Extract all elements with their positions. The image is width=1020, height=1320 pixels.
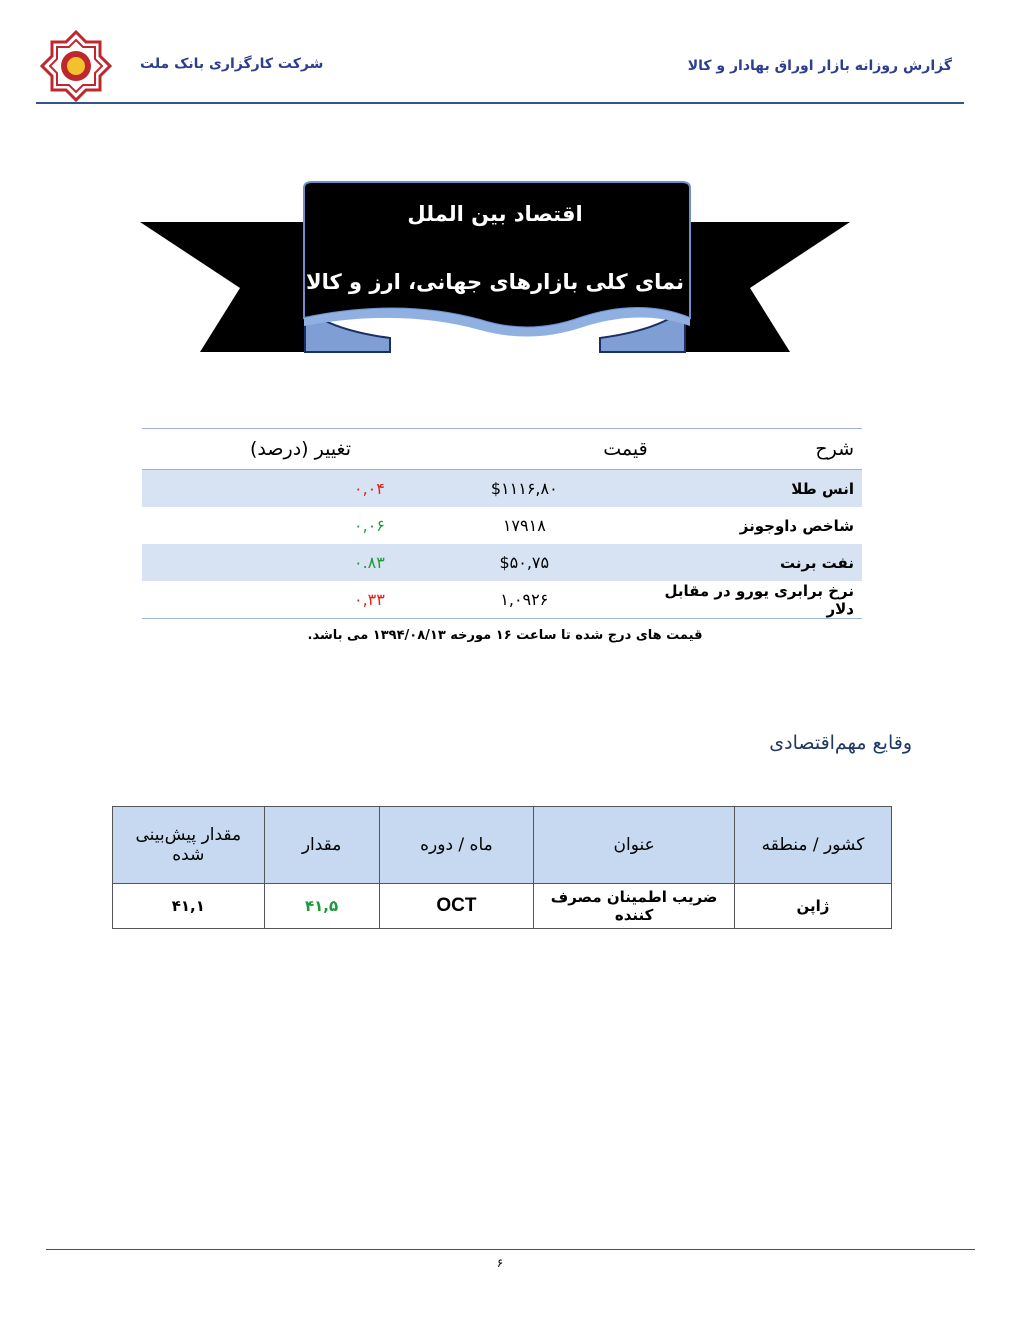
event-title: ضریب اطمینان مصرف کننده	[534, 884, 735, 929]
table-row	[142, 470, 862, 508]
col-header-title: عنوان	[534, 807, 735, 884]
row-change: ۰,۰۶	[354, 516, 385, 535]
table-header-row	[113, 807, 892, 884]
footer-divider	[46, 1249, 975, 1250]
row-price: ۱,۰۹۲۶	[393, 581, 656, 619]
table-row	[142, 544, 862, 581]
row-desc: نفت برنت	[656, 544, 862, 581]
row-change: ۰.۸۳	[142, 544, 393, 581]
col-header-price: قیمت	[393, 429, 656, 470]
economic-events-table	[112, 806, 892, 929]
col-header-country: کشور / منطقه	[734, 807, 891, 884]
table-row	[113, 884, 892, 929]
header-divider	[36, 102, 964, 104]
events-heading: وقایع مهم‌اقتصادی	[769, 732, 912, 754]
company-name: شرکت کارگزاری بانک ملت	[140, 56, 324, 72]
row-desc: انس طلا	[656, 470, 862, 508]
event-country: ژاپن	[734, 884, 891, 929]
table-row	[142, 581, 862, 619]
row-change: ۰,۰۴	[142, 470, 393, 508]
table-row	[142, 507, 862, 544]
col-header-desc: شرح	[656, 429, 862, 470]
col-header-value: مقدار	[264, 807, 379, 884]
row-change: ۰,۳۳	[142, 581, 393, 619]
banner-title: اقتصاد بین الملل	[407, 202, 583, 226]
col-header-change: تغییر (درصد)	[142, 429, 393, 470]
row-desc: نرخ برابری یورو در مقابل دلار	[656, 581, 862, 619]
row-price: $۱۱۱۶,۸۰	[393, 470, 656, 508]
banner-subtitle: نمای کلی بازارهای جهانی، ارز و کالا	[306, 270, 684, 294]
row-desc: شاخص داوجونز	[739, 516, 854, 535]
page-number: ۶	[496, 1256, 504, 1270]
market-overview-table	[142, 428, 862, 619]
price-note: قیمت های درج شده تا ساعت ۱۶ مورخه ۱۳۹۴/۰۸/۱۳ می باشد.	[307, 628, 703, 643]
row-price: ۱۷۹۱۸	[502, 516, 546, 535]
event-forecast: ۴۱,۱	[113, 884, 265, 929]
col-header-period: ماه / دوره	[379, 807, 534, 884]
report-title: گزارش روزانه بازار اوراق بهادار و کالا	[687, 58, 952, 74]
event-period: OCT	[379, 884, 534, 929]
table-header-row	[142, 429, 862, 470]
col-header-forecast: مقدار پیش‌بینی شده	[113, 807, 265, 884]
bank-mellat-logo	[40, 30, 112, 102]
event-value: ۴۱,۵	[264, 884, 379, 929]
row-price: $۵۰,۷۵	[393, 544, 656, 581]
